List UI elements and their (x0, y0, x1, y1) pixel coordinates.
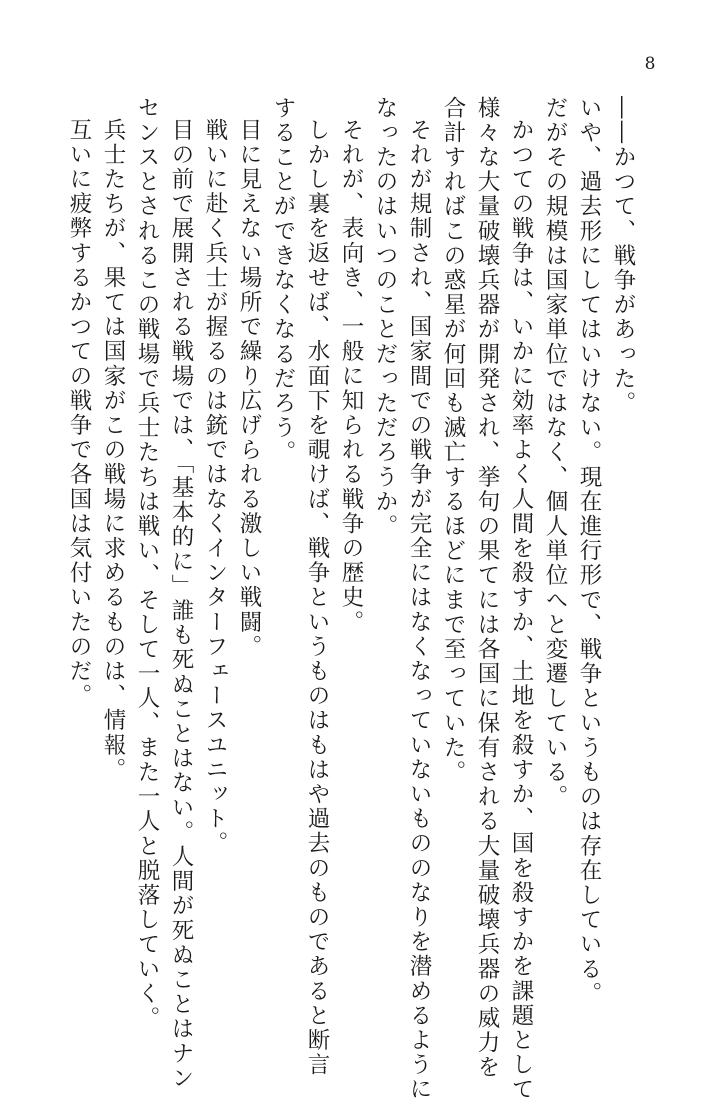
text-line-5: 様々な大量破壊兵器が開発され、挙句の果てには各国に保有される大量破壊兵器の威力を (474, 96, 500, 1080)
text-line-6: 合計すればこの惑星が何回も滅亡するほどにまで至っていた。 (440, 96, 466, 785)
page-number: 8 (644, 54, 656, 74)
text-line-7: それが規制され、国家間での戦争が完全にはなくなっていないもののなりを潜めるように (406, 118, 432, 1102)
text-line-3: だがその規模は国家単位ではなく、個人単位へと変遷している。 (542, 96, 568, 810)
text-line-1: ――かつて、戦争があった。 (610, 96, 636, 416)
text-line-4: かつての戦争は、いかに効率よく人間を殺すか、土地を殺すか、国を殺すかを課題として (508, 118, 534, 1102)
text-line-9: それが、表向き、一般に知られる戦争の歴史。 (338, 118, 364, 635)
text-line-11: することができなくなるだろう。 (270, 96, 296, 465)
text-line-13: 戦いに赴く兵士が握るのは銃ではなくインターフェースユニット。 (202, 118, 228, 856)
text-line-14: 目の前で展開される戦場では、「基本的に」誰も死ぬことはない。人間が死ぬことはナン (168, 118, 194, 1091)
text-line-8: なったのはいつのことだっただろうか。 (372, 96, 398, 539)
text-line-15: センスとされるこの戦場で兵士たちは戦い、そして一人、また一人と脱落していく。 (134, 96, 160, 1031)
text-line-10: しかし裏を返せば、水面下を覗けば、戦争というものはもはや過去のものであると断言 (304, 118, 330, 1078)
text-line-17: 互いに疲弊するかつての戦争で各国は気付いたのだ。 (66, 118, 92, 709)
text-line-12: 目に見えない場所で繰り広げられる激しい戦闘。 (236, 118, 262, 660)
text-line-16: 兵士たちが、果ては国家がこの戦場に求めるものは、情報。 (100, 118, 126, 783)
text-line-2: いや、過去形にしてはいけない。現在進行形で、戦争というものは存在している。 (576, 96, 602, 1007)
